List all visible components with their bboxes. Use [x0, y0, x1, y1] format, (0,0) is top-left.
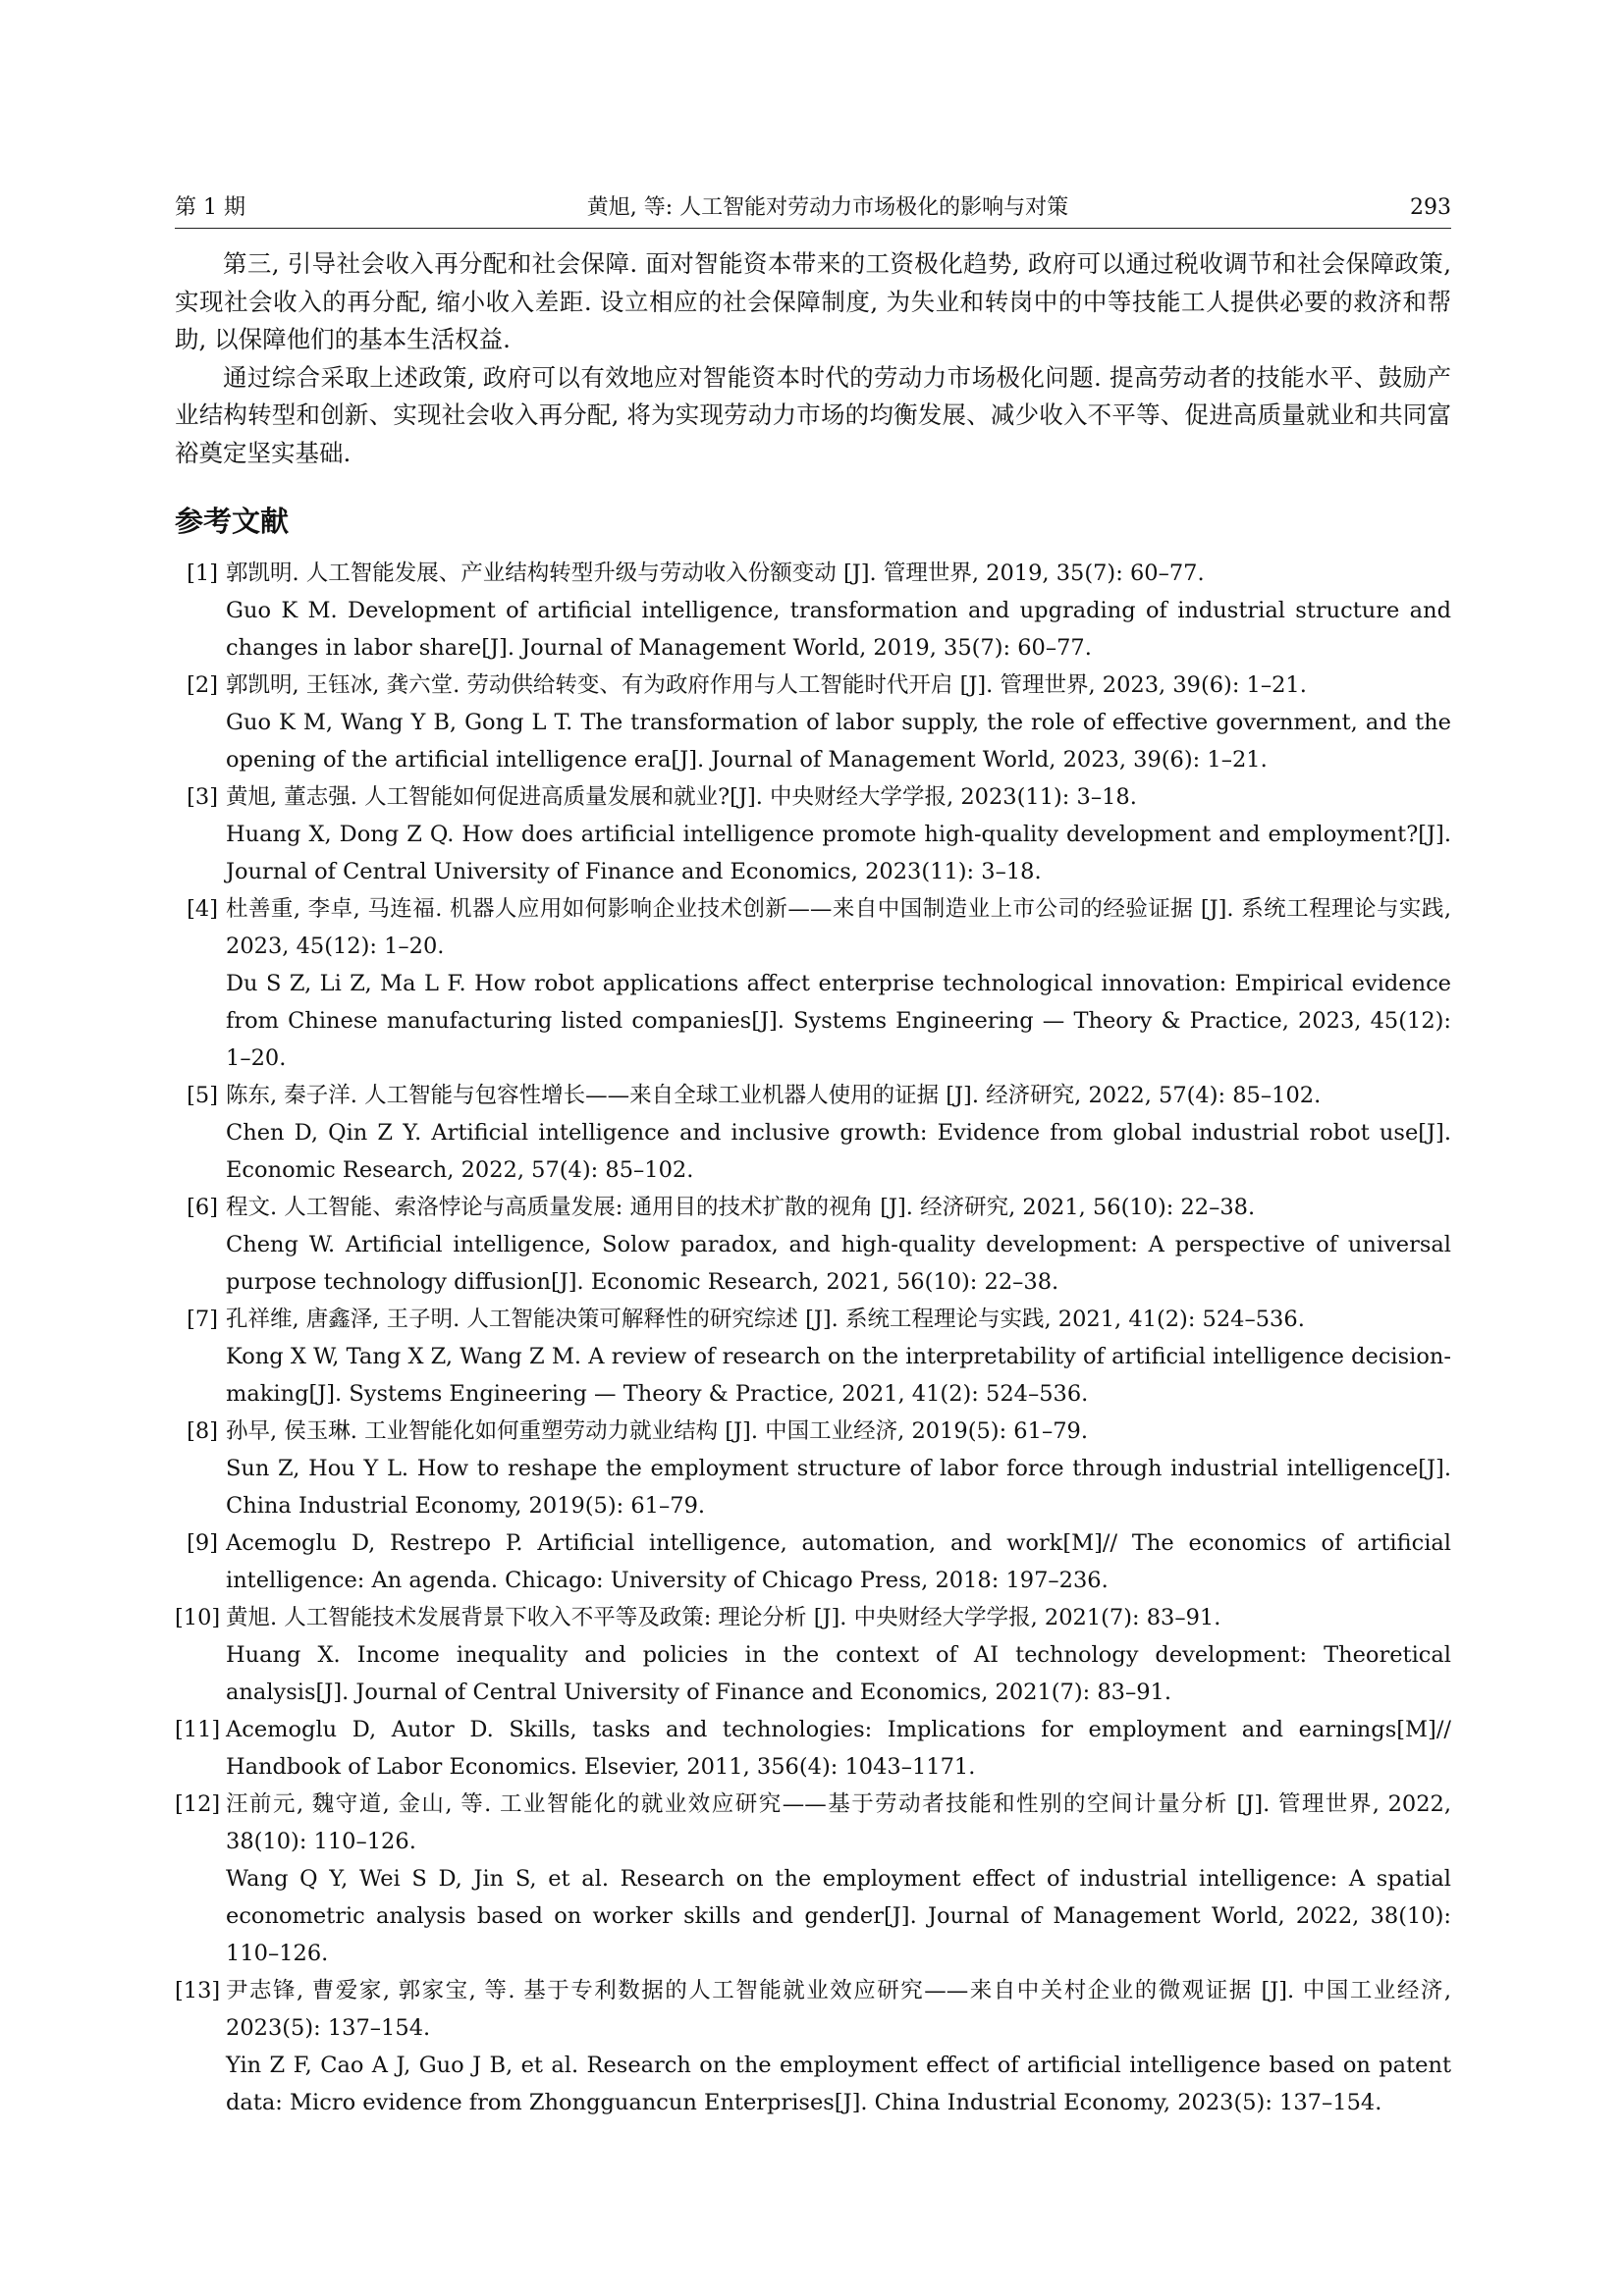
reference-chinese: 尹志锋, 曹爱家, 郭家宝, 等. 基于专利数据的人工智能就业效应研究——来自中关村企业的微观证据 [J]. 中国工业经济, 2023(5): 137–154. [226, 1978, 1451, 2041]
body-paragraph: 第三, 引导社会收入再分配和社会保障. 面对智能资本带来的工资极化趋势, 政府可以通过税收调节和社会保障政策, 实现社会收入的再分配, 缩小收入差距. 设立相应的社会保障制度, 为失业和转岗中的中等技能工人提供必要的救济和帮助, 以保障他们的基本生活权益. [175, 249, 1451, 353]
reference-english: Guo K M, Wang Y B, Gong L T. The transformation of labor supply, the role of effective government, and the opening of the artificial intelligence era[J]. Journal of Management World, 2023, 39(6): 1–21. [226, 710, 1451, 773]
reference-chinese: 郭凯明. 人工智能发展、产业结构转型升级与劳动收入份额变动 [J]. 管理世界, 2019, 35(7): 60–77. [226, 561, 1205, 586]
reference-english: Huang X. Income inequality and policies in the context of AI technology development: Theoretical analysis[J]. Journal of Central University of Finance and Economics, 2021(7): 83–91. [226, 1642, 1451, 1705]
reference-english: Cheng W. Artificial intelligence, Solow paradox, and high-quality development: A perspective of universal purpose technology diffusion[J]. Economic Research, 2021, 56(10): 22–38. [226, 1232, 1451, 1295]
reference-item [175, 778, 1451, 890]
reference-item [175, 1786, 1451, 1972]
reference-item [175, 1077, 1451, 1189]
reference-english: Wang Q Y, Wei S D, Jin S, et al. Research on the employment effect of industrial intelligence: A spatial econometric analysis based on worker skills and gender[J]. Journal of Management World, 2022, 38(10): 110–126. [226, 1866, 1451, 1966]
reference-number: [7] [187, 1307, 218, 1332]
reference-english: Huang X, Dong Z Q. How does artificial intelligence promote high-quality development and employment?[J]. Journal of Central University of Finance and Economics, 2023(11): 3–18. [226, 822, 1451, 884]
page-body [175, 245, 1451, 2121]
reference-item [175, 890, 1451, 1077]
reference-number: [4] [187, 896, 218, 922]
reference-item [175, 555, 1451, 667]
reference-number: [1] [187, 561, 218, 586]
reference-chinese: 孔祥维, 唐鑫泽, 王子明. 人工智能决策可解释性的研究综述 [J]. 系统工程理论与实践, 2021, 41(2): 524–536. [226, 1307, 1305, 1332]
reference-item [175, 1413, 1451, 1524]
reference-english: Acemoglu D, Restrepo P. Artificial intelligence, automation, and work[M]// The economics of artificial intelligence: An agenda. Chicago: University of Chicago Press, 2018: 197–236. [226, 1530, 1451, 1593]
reference-item [175, 1301, 1451, 1413]
reference-chinese: 程文. 人工智能、索洛悖论与高质量发展: 通用目的技术扩散的视角 [J]. 经济研究, 2021, 56(10): 22–38. [226, 1195, 1256, 1220]
reference-number: [8] [187, 1418, 218, 1444]
reference-chinese: 陈东, 秦子洋. 人工智能与包容性增长——来自全球工业机器人使用的证据 [J]. 经济研究, 2022, 57(4): 85–102. [226, 1083, 1322, 1108]
reference-number: [10] [175, 1605, 221, 1630]
reference-english: Guo K M. Development of artificial intelligence, transformation and upgrading of industrial structure and changes in labor share[J]. Journal of Management World, 2019, 35(7): 60–77. [226, 598, 1451, 661]
reference-item [175, 1972, 1451, 2121]
reference-english: Acemoglu D, Autor D. Skills, tasks and technologies: Implications for employment and earnings[M]// Handbook of Labor Economics. Elsevier, 2011, 356(4): 1043–1171. [226, 1717, 1451, 1780]
reference-number: [12] [175, 1791, 221, 1817]
reference-number: [3] [187, 784, 218, 810]
reference-list [175, 555, 1451, 2121]
reference-number: [11] [175, 1717, 221, 1742]
reference-english: Chen D, Qin Z Y. Artificial intelligence and inclusive growth: Evidence from global industrial robot use[J]. Economic Research, 2022, 57(4): 85–102. [226, 1120, 1451, 1183]
reference-chinese: 孙早, 侯玉琳. 工业智能化如何重塑劳动力就业结构 [J]. 中国工业经济, 2019(5): 61–79. [226, 1418, 1088, 1444]
references-heading: 参考文献 [175, 505, 290, 538]
reference-item [175, 667, 1451, 778]
reference-english: Kong X W, Tang X Z, Wang Z M. A review of research on the interpretability of artificial intelligence decision-making[J]. Systems Engineering — Theory & Practice, 2021, 41(2): 524–536. [226, 1344, 1451, 1407]
body-paragraph: 通过综合采取上述政策, 政府可以有效地应对智能资本时代的劳动力市场极化问题. 提高劳动者的技能水平、鼓励产业结构转型和创新、实现社会收入再分配, 将为实现劳动力市场的均衡发展、减少收入不平等、促进高质量就业和共同富裕奠定坚实基础. [175, 362, 1451, 467]
reference-english: Yin Z F, Cao A J, Guo J B, et al. Research on the employment effect of artificial intelligence based on patent data: Micro evidence from Zhongguancun Enterprises[J]. China Industrial Economy, 2023(5): 137–154. [226, 2053, 1451, 2115]
reference-chinese: 黄旭. 人工智能技术发展背景下收入不平等及政策: 理论分析 [J]. 中央财经大学学报, 2021(7): 83–91. [226, 1605, 1221, 1630]
running-header [175, 192, 1451, 229]
reference-english: Sun Z, Hou Y L. How to reshape the employment structure of labor force through industrial intelligence[J]. China Industrial Economy, 2019(5): 61–79. [226, 1456, 1451, 1519]
reference-number: [13] [175, 1978, 221, 2003]
reference-chinese: 汪前元, 魏守道, 金山, 等. 工业智能化的就业效应研究——基于劳动者技能和性别的空间计量分析 [J]. 管理世界, 2022, 38(10): 110–126. [226, 1791, 1451, 1854]
reference-item [175, 1599, 1451, 1711]
reference-number: [2] [187, 672, 218, 698]
reference-number: [6] [187, 1195, 218, 1220]
reference-chinese: 杜善重, 李卓, 马连福. 机器人应用如何影响企业技术创新——来自中国制造业上市公司的经验证据 [J]. 系统工程理论与实践, 2023, 45(12): 1–20. [226, 896, 1451, 959]
reference-item [175, 1189, 1451, 1301]
reference-item [175, 1711, 1451, 1786]
page-number: 293 [1409, 195, 1451, 220]
reference-chinese: 黄旭, 董志强. 人工智能如何促进高质量发展和就业?[J]. 中央财经大学学报, 2023(11): 3–18. [226, 784, 1137, 810]
reference-english: Du S Z, Li Z, Ma L F. How robot applications affect enterprise technological innovation: Empirical evidence from Chinese manufacturing listed companies[J]. Systems Engineering — Theory & Practice, 2023, 45(12): 1–20. [226, 971, 1451, 1071]
running-title: 黄旭, 等: 人工智能对劳动力市场极化的影响与对策 [586, 195, 1069, 220]
reference-number: [5] [187, 1083, 218, 1108]
reference-chinese: 郭凯明, 王钰冰, 龚六堂. 劳动供给转变、有为政府作用与人工智能时代开启 [J]. 管理世界, 2023, 39(6): 1–21. [226, 672, 1307, 698]
issue-number: 第 1 期 [175, 195, 245, 220]
reference-item [175, 1524, 1451, 1599]
reference-number: [9] [187, 1530, 218, 1556]
